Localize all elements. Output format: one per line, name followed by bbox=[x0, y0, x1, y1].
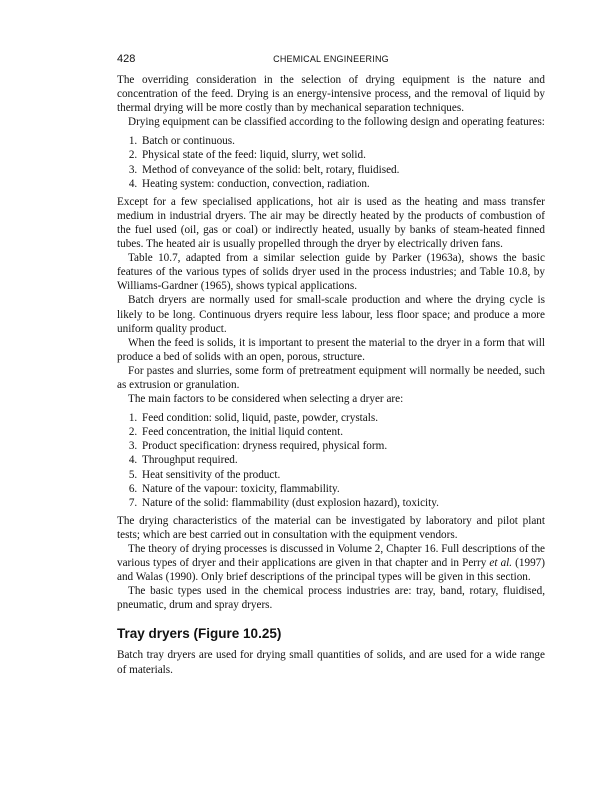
page-number: 428 bbox=[117, 53, 136, 65]
paragraph: The overriding consideration in the selection of drying equipment is the nature and concentration of the feed. Drying is an energy-intensive process, and the removal of liquid by thermal drying will be more costly than by mechanical separation techniques. bbox=[117, 74, 545, 115]
main-text bbox=[117, 73, 545, 677]
paragraph: Table 10.7, adapted from a similar selection guide by Parker (1963a), shows the basic features of the various types of solids dryer used in the process industries; and Table 10.8, by Williams-Gardner (1965), shows typical applications. bbox=[117, 252, 545, 293]
list-item: 6. Nature of the vapour: toxicity, flammability. bbox=[140, 482, 545, 496]
list-item: 4. Throughput required. bbox=[140, 453, 545, 467]
running-head: CHEMICAL ENGINEERING bbox=[273, 54, 389, 64]
list-item: 2. Feed concentration, the initial liquid content. bbox=[140, 425, 545, 439]
paragraph bbox=[117, 542, 545, 584]
list-item: 1. Feed condition: solid, liquid, paste, powder, crystals. bbox=[140, 411, 545, 425]
section-heading: Tray dryers (Figure 10.25) bbox=[117, 626, 282, 642]
list-item: 3. Method of conveyance of the solid: belt, rotary, fluidised. bbox=[140, 163, 545, 177]
paragraph: The main factors to be considered when selecting a dryer are: bbox=[128, 393, 404, 406]
list-item: 1. Batch or continuous. bbox=[140, 134, 545, 148]
paragraph: Batch tray dryers are used for drying small quantities of solids, and are used for a wide range of materials. bbox=[117, 649, 545, 676]
paragraph: Batch dryers are normally used for small-scale production and where the drying cycle is likely to be long. Continuous dryers require less labour, less floor space; and produce a more uniform quality product. bbox=[117, 294, 545, 335]
dryer-features-list bbox=[117, 134, 545, 190]
list-item: 4. Heating system: conduction, convection, radiation. bbox=[140, 177, 545, 191]
text-run: The theory of drying processes is discussed in Volume 2, Chapter 16. Full descriptions of the various types of dryer and their applications are given in that chapter and in Perry bbox=[117, 543, 545, 570]
list-item: 3. Product specification: dryness required, physical form. bbox=[140, 439, 545, 453]
paragraph: The basic types used in the chemical process industries are: tray, band, rotary, fluidised, pneumatic, drum and spray dryers. bbox=[117, 585, 545, 612]
selection-factors-list bbox=[117, 411, 545, 510]
list-item: 7. Nature of the solid: flammability (dust explosion hazard), toxicity. bbox=[140, 496, 545, 510]
paragraph: Drying equipment can be classified according to the following design and operating features: bbox=[128, 116, 545, 129]
paragraph: Except for a few specialised applications, hot air is used as the heating and mass transfer medium in industrial dryers. The air may be directly heated by the products of combustion of the fuel used (oil, gas or coal) or indirectly heated, usually by banks of steam-heated finned tubes. The heated air is usually propelled through the dryer by electrically driven fans. bbox=[117, 195, 545, 251]
paragraph: The drying characteristics of the material can be investigated by laboratory and pilot plant tests; which are best carried out in consultation with the equipment vendors. bbox=[117, 514, 545, 541]
paragraph: When the feed is solids, it is important to present the material to the dryer in a form that will produce a bed of solids with an open, porous, structure. bbox=[117, 336, 545, 363]
list-item: 2. Physical state of the feed: liquid, slurry, wet solid. bbox=[140, 148, 545, 162]
citation-etal: et al. bbox=[489, 557, 513, 570]
text-run: (1997) and Walas (1990). Only brief descriptions of the principal types will be given in this section. bbox=[117, 557, 545, 584]
page-header bbox=[117, 53, 545, 67]
paragraph: For pastes and slurries, some form of pretreatment equipment will normally be needed, such as extrusion or granulation. bbox=[117, 364, 545, 391]
list-item: 5. Heat sensitivity of the product. bbox=[140, 468, 545, 482]
